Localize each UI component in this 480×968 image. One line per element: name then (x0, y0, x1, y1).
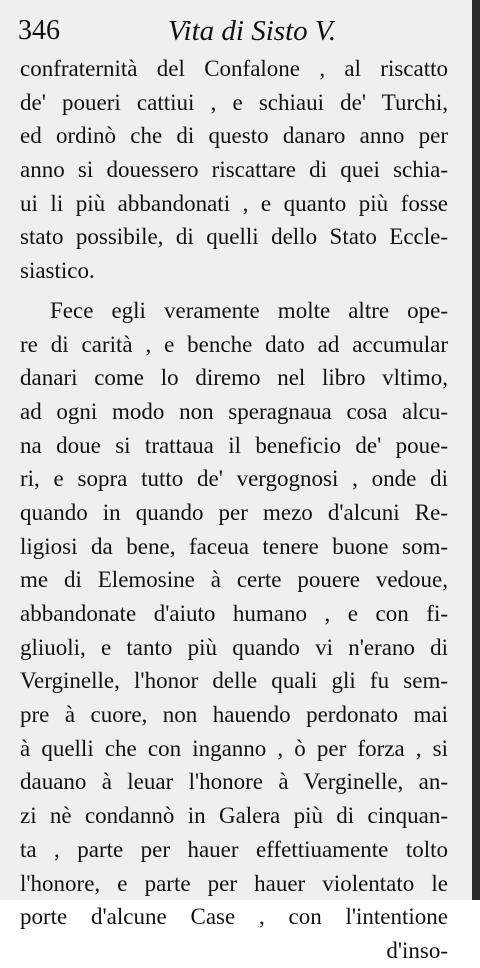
paragraph (20, 52, 448, 288)
text-line: gliuoli, e tanto più quando vi n'erano di (20, 634, 448, 660)
text-line: l'honore, e parte per hauer violentato le (20, 870, 448, 896)
text-line: quando in quando per mezo d'alcuni Re- (20, 499, 448, 525)
text-line: abbandonate d'aiuto humano , e con fi- (20, 601, 448, 626)
text-line: na doue si trattaua il beneficio de' poue- (20, 432, 448, 458)
text-line: porte d'alcune Case , con l'intentione (20, 904, 448, 930)
text-line: pre à cuore, non hauendo perdonato mai (20, 702, 448, 728)
catchword: d'inso- (386, 937, 448, 963)
text-line: ui li più abbandonati , e quanto più fosse (20, 190, 448, 216)
paragraph (20, 294, 448, 934)
text-line: anno si douessero riscattare di quei schia- (20, 157, 448, 183)
text-line: me di Elemosine à certe pouere vedoue, (20, 567, 448, 593)
text-line: ad ogni modo non speragnaua cosa alcu- (20, 398, 448, 424)
page-edge (472, 0, 480, 900)
text-line: Fece egli veramente molte altre ope- (50, 297, 448, 323)
text-line: ligiosi da bene, faceua tenere buone som- (20, 533, 448, 559)
running-head: Vita di Sisto V. (168, 15, 337, 47)
text-line: ed ordinò che di questo danaro anno per (20, 123, 448, 149)
text-line: zi nè condannò in Galera più di cinquan- (20, 803, 448, 829)
page-header (18, 8, 458, 50)
text-line: confraternità del Confalone , al riscatto (20, 56, 448, 81)
text-line: danari come lo diremo nel libro vltimo, (20, 365, 448, 391)
text-line: dauano à leuar l'honore à Verginelle, an- (20, 769, 448, 795)
text-line: ta , parte per hauer effettiuamente tolto (20, 836, 448, 862)
text-line: à quelli che con inganno , ò per forza , si (20, 735, 448, 761)
text-line: Verginelle, l'honor delle quali gli fu sem- (20, 668, 448, 694)
text-line: siastico. (20, 258, 95, 284)
page-number: 346 (18, 15, 60, 46)
text-line: re di carità , e benche dato ad accumular (20, 331, 448, 357)
text-line: stato possibile, di quelli dello Stato Eccle- (20, 224, 448, 250)
text-line: ri, e sopra tutto de' vergognosi , onde di (20, 466, 448, 492)
body-text (20, 52, 448, 968)
text-line: de' poueri cattiui , e schiaui de' Turchi, (20, 89, 448, 115)
